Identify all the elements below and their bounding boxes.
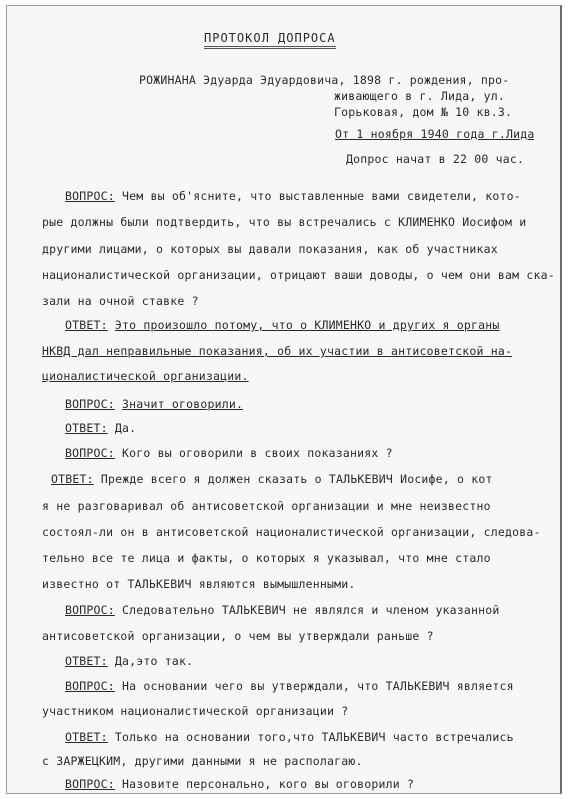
answer-label: ОТВЕТ:: [65, 421, 108, 435]
question-label: ВОПРОС:: [65, 397, 115, 411]
answer-label: ОТВЕТ:: [65, 730, 108, 744]
a2-line: [65, 421, 136, 435]
answer-text: Это произошло потому, что о КЛИМЕНКО и других я органы: [114, 318, 500, 332]
q1-line-2: рые должны были подтвердить, что вы встречались с КЛИМЕНКО Иосифом и: [42, 215, 527, 229]
a1-line-2: НКВД дал неправильные показания, об их участии в антисоветской на-: [42, 344, 513, 358]
interrogation-protocol: [7, 6, 563, 795]
question-text: Чем вы об'ясните, что выставленные вами свидетели, кото-: [122, 189, 521, 203]
q5-line-1: [65, 679, 514, 693]
question-text: Кого вы оговорили в своих показаниях ?: [122, 446, 393, 460]
a1-line-3: ционалистической организации.: [42, 369, 249, 383]
q3-line: [65, 446, 393, 460]
a4-line: [65, 654, 193, 668]
q1-line-3: другими лицами, о которых вы давали показания, как об участниках: [42, 242, 498, 256]
a3-line-4: тельно все те лица и факты, о которых я указывал, что мне стало: [42, 551, 491, 565]
answer-label: ОТВЕТ:: [65, 318, 108, 332]
question-text: На основании чего вы утверждали, что ТАЛЬКЕВИЧ является: [122, 679, 514, 693]
a3-line-1: [51, 472, 493, 486]
question-text: Следовательно ТАЛЬКЕВИЧ не являлся и членом указанной: [122, 603, 500, 617]
q1-line-1: [65, 189, 521, 203]
q1-line-5: зали на очной ставке ?: [42, 294, 199, 308]
a3-line-5: известно от ТАЛЬКЕВИЧ являются вымышленными.: [42, 577, 356, 591]
question-text: Назовите персонально, кого вы оговорили ?: [122, 777, 415, 791]
answer-text: Прежде всего я должен сказать о ТАЛЬКЕВИЧ Иосифе, о кот: [100, 472, 493, 486]
answer-label: ОТВЕТ:: [65, 654, 108, 668]
answer-label: ОТВЕТ:: [51, 472, 94, 486]
a3-line-2: я не разговаривал об антисоветской организации и мне неизвестно: [42, 499, 491, 513]
a5-line-2: с ЗАРЖЕЦКИМ, другими данными я не располагаю.: [42, 754, 363, 768]
a1-line-1: [65, 318, 500, 332]
start-time: Допрос начат в 22 00 час.: [346, 152, 525, 166]
a5-line-1: [65, 730, 514, 744]
answer-text: Только на основании того,что ТАЛЬКЕВИЧ часто встречались: [114, 730, 514, 744]
subject-line-1: РОЖИНАНА Эдуарда Эдуардовича, 1898 г. рождения, про-: [139, 73, 510, 87]
q1-line-4: националистической организации, отрицают ваши доводы, о чем они вам ска-: [42, 268, 555, 282]
subject-line-2: живающего в г. Лида, ул.: [334, 89, 505, 103]
q4-line-1: [65, 603, 500, 617]
q4-line-2: антисоветской организации, о чем вы утверждали раньше ?: [42, 629, 434, 643]
page-title: ПРОТОКОЛ ДОПРОСА: [204, 31, 336, 49]
answer-text: Да.: [114, 421, 137, 435]
q6-line: [65, 777, 414, 791]
a3-line-3: состоял-ли он в антисоветской националистической организации, следова-: [42, 525, 541, 539]
answer-text: Да,это так.: [114, 654, 194, 668]
question-label: ВОПРОС:: [65, 603, 115, 617]
document-page: [6, 5, 562, 794]
question-text: Значит оговорили.: [122, 397, 244, 411]
q2-line: [65, 397, 243, 411]
question-label: ВОПРОС:: [65, 679, 115, 693]
subject-line-3: Горьковая, дом № 10 кв.3.: [334, 105, 513, 119]
question-label: ВОПРОС:: [65, 189, 115, 203]
q5-line-2: участником националистической организации ?: [42, 704, 349, 718]
question-label: ВОПРОС:: [65, 446, 115, 460]
question-label: ВОПРОС:: [65, 777, 115, 791]
date-line: От 1 ноября 1940 года г.Лида: [335, 127, 535, 141]
